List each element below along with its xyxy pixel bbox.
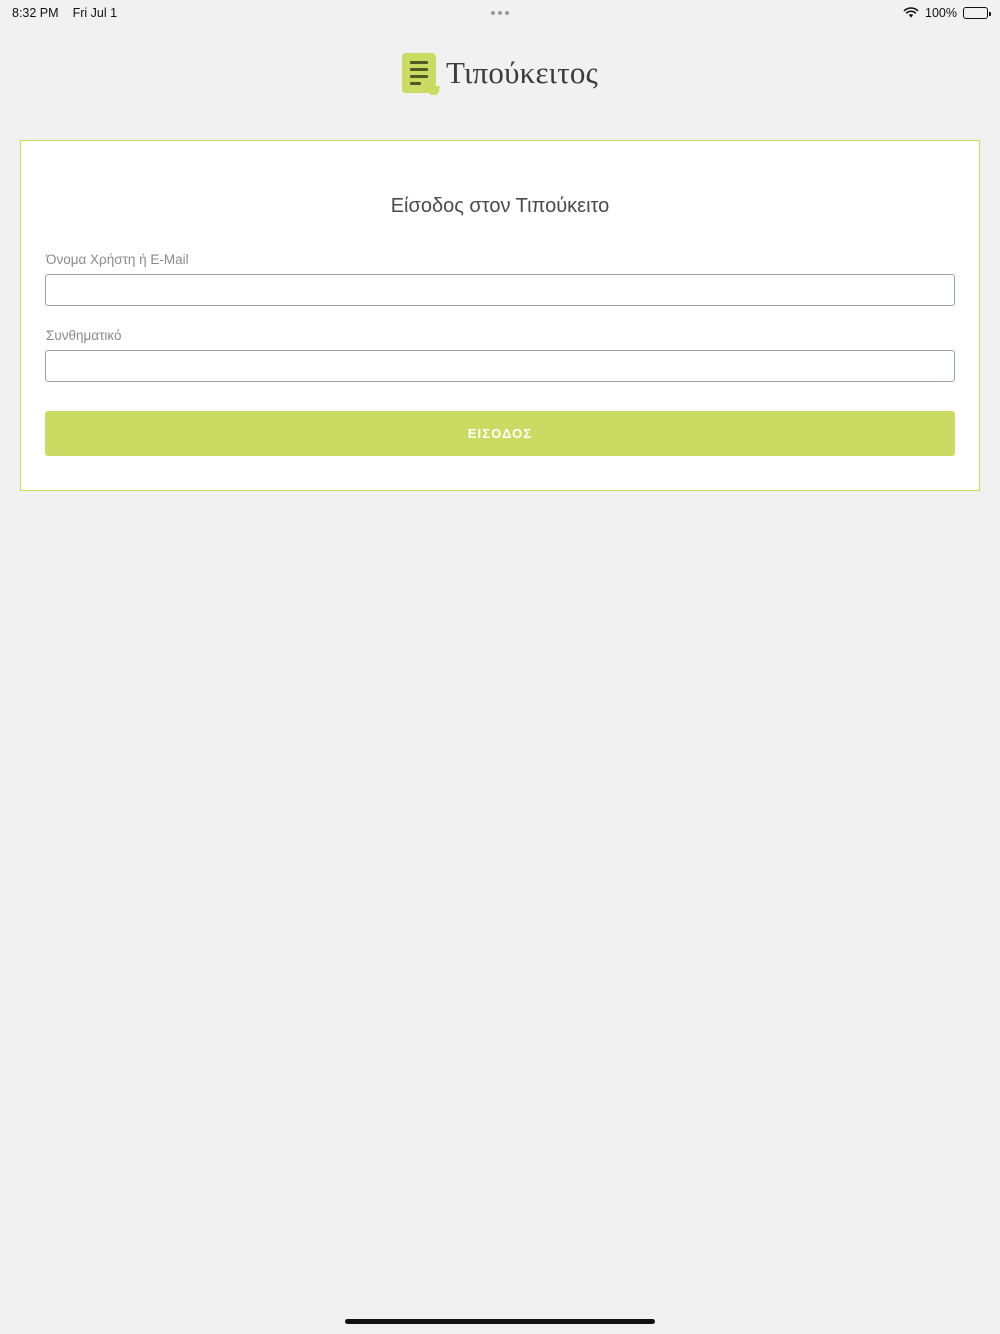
username-input[interactable] <box>45 274 955 306</box>
password-input[interactable] <box>45 350 955 382</box>
status-time: 8:32 PM <box>12 6 59 20</box>
brand-name: Τιπούκειτος <box>445 55 599 90</box>
status-bar <box>0 0 1000 26</box>
login-card <box>20 140 980 491</box>
home-indicator[interactable] <box>345 1319 655 1324</box>
brand-header <box>0 26 1000 90</box>
battery-icon <box>963 7 988 19</box>
password-label: Συνθηματικό <box>46 328 122 343</box>
wifi-icon <box>903 7 919 19</box>
more-dots-icon <box>491 11 509 15</box>
status-bar-left <box>0 6 117 20</box>
login-submit-button[interactable]: ΕΙΣΟΔΟΣ <box>45 411 955 456</box>
status-date: Fri Jul 1 <box>72 6 118 20</box>
page-title: Είσοδος στον Τιπούκειτο <box>390 195 610 217</box>
status-bar-center <box>0 11 1000 15</box>
status-bar-right <box>903 6 988 20</box>
battery-percent-label: 100% <box>925 6 957 20</box>
document-logo-icon <box>402 53 436 93</box>
page-content <box>0 26 1000 1334</box>
username-label: Όνομα Χρήστη ή E-Mail <box>46 252 189 267</box>
